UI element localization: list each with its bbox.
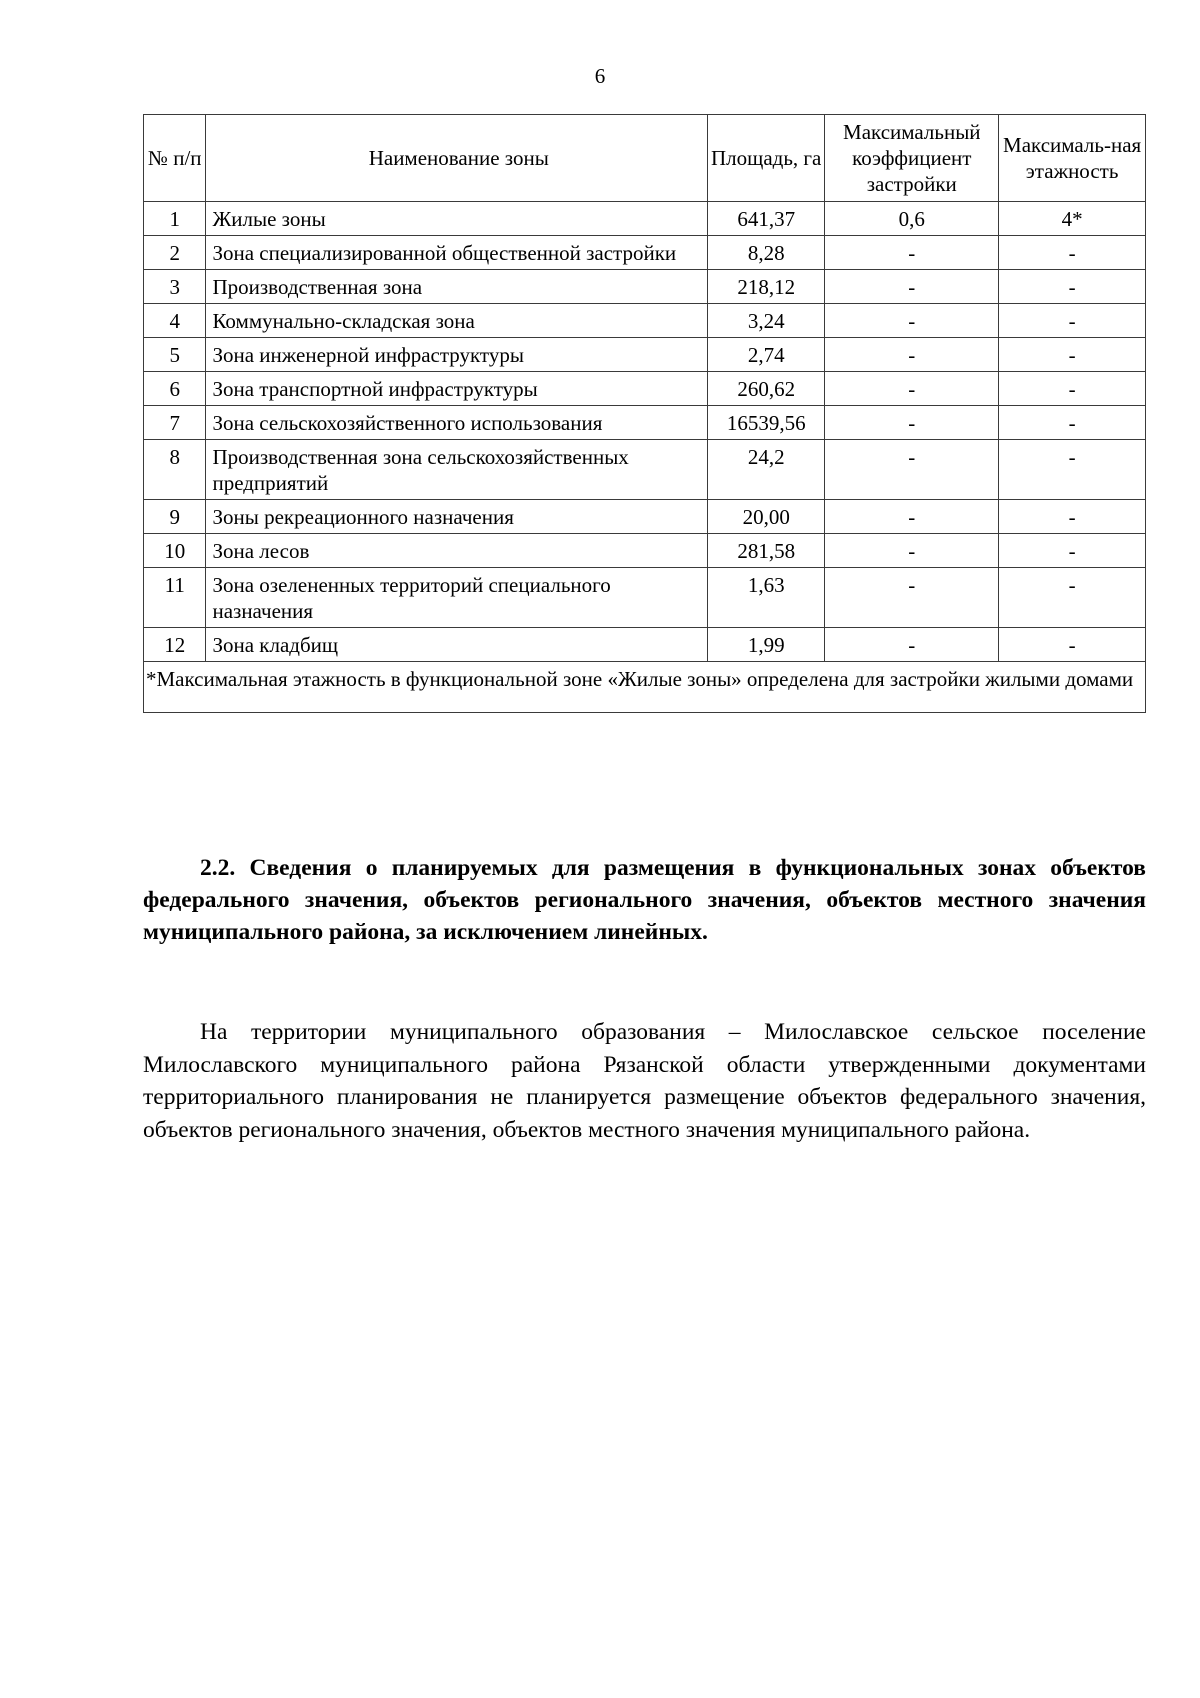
zones-table — [143, 114, 1146, 713]
cell-num: 8 — [144, 440, 206, 500]
cell-coef: 0,6 — [825, 202, 999, 236]
cell-area: 2,74 — [708, 338, 825, 372]
cell-name: Зона лесов — [206, 534, 708, 568]
table-row — [144, 534, 1146, 568]
table-row — [144, 202, 1146, 236]
cell-name: Зона инженерной инфраструктуры — [206, 338, 708, 372]
table-row — [144, 568, 1146, 628]
page-number: 6 — [594, 64, 606, 88]
cell-num: 2 — [144, 236, 206, 270]
cell-num: 4 — [144, 304, 206, 338]
cell-area: 16539,56 — [708, 406, 825, 440]
cell-floors: - — [999, 628, 1146, 662]
cell-name: Зона кладбищ — [206, 628, 708, 662]
cell-name: Зоны рекреационного назначения — [206, 500, 708, 534]
section-heading: 2.2. Сведения о планируемых для размещения в функциональных зонах объектов федерального значения, объектов регионального значения, объектов местного значения муниципального района, за исключением линейных. — [143, 855, 1146, 945]
cell-name: Зона озелененных территорий специального назначения — [206, 568, 708, 628]
cell-coef: - — [825, 440, 999, 500]
cell-floors: 4* — [999, 202, 1146, 236]
cell-name: Коммунально-складская зона — [206, 304, 708, 338]
cell-floors: - — [999, 372, 1146, 406]
cell-coef: - — [825, 628, 999, 662]
cell-coef: - — [825, 372, 999, 406]
table-row — [144, 440, 1146, 500]
cell-num: 6 — [144, 372, 206, 406]
table-row — [144, 406, 1146, 440]
section-paragraph: На территории муниципального образования – Милославское сельское поселение Милославского муниципального района Рязанской области утвержденными документами территориального планирования не планируется размещение объектов федерального значения, объектов регионального значения, объектов местного значения муниципального района. — [143, 1019, 1146, 1143]
header-num: № п/п — [144, 115, 206, 202]
table-row — [144, 372, 1146, 406]
table-header-row — [144, 115, 1146, 202]
cell-name: Зона сельскохозяйственного использования — [206, 406, 708, 440]
cell-floors: - — [999, 304, 1146, 338]
cell-coef: - — [825, 338, 999, 372]
cell-floors: - — [999, 440, 1146, 500]
cell-num: 3 — [144, 270, 206, 304]
table-row — [144, 304, 1146, 338]
table-row — [144, 236, 1146, 270]
cell-coef: - — [825, 500, 999, 534]
table-row — [144, 338, 1146, 372]
header-coef: Максимальный коэффициент застройки — [825, 115, 999, 202]
cell-name: Зона специализированной общественной застройки — [206, 236, 708, 270]
cell-coef: - — [825, 406, 999, 440]
cell-area: 281,58 — [708, 534, 825, 568]
cell-area: 8,28 — [708, 236, 825, 270]
cell-area: 260,62 — [708, 372, 825, 406]
cell-area: 24,2 — [708, 440, 825, 500]
cell-coef: - — [825, 534, 999, 568]
cell-area: 20,00 — [708, 500, 825, 534]
cell-floors: - — [999, 406, 1146, 440]
header-floors: Максималь-ная этажность — [999, 115, 1146, 202]
table-row — [144, 500, 1146, 534]
cell-num: 10 — [144, 534, 206, 568]
cell-area: 3,24 — [708, 304, 825, 338]
cell-area: 641,37 — [708, 202, 825, 236]
cell-floors: - — [999, 270, 1146, 304]
cell-floors: - — [999, 236, 1146, 270]
cell-coef: - — [825, 304, 999, 338]
cell-name: Жилые зоны — [206, 202, 708, 236]
cell-name: Производственная зона — [206, 270, 708, 304]
table-footnote: *Максимальная этажность в функциональной зоне «Жилые зоны» определена для застройки жилыми домами — [144, 662, 1146, 713]
cell-area: 1,99 — [708, 628, 825, 662]
cell-coef: - — [825, 270, 999, 304]
cell-name: Производственная зона сельскохозяйственных предприятий — [206, 440, 708, 500]
cell-num: 1 — [144, 202, 206, 236]
cell-area: 218,12 — [708, 270, 825, 304]
cell-floors: - — [999, 568, 1146, 628]
cell-num: 12 — [144, 628, 206, 662]
cell-num: 7 — [144, 406, 206, 440]
cell-area: 1,63 — [708, 568, 825, 628]
header-area: Площадь, га — [708, 115, 825, 202]
table-row — [144, 628, 1146, 662]
cell-num: 5 — [144, 338, 206, 372]
cell-floors: - — [999, 534, 1146, 568]
cell-num: 9 — [144, 500, 206, 534]
cell-coef: - — [825, 236, 999, 270]
cell-floors: - — [999, 500, 1146, 534]
cell-name: Зона транспортной инфраструктуры — [206, 372, 708, 406]
table-footnote-row — [144, 662, 1146, 713]
header-name: Наименование зоны — [206, 115, 708, 202]
cell-coef: - — [825, 568, 999, 628]
cell-floors: - — [999, 338, 1146, 372]
cell-num: 11 — [144, 568, 206, 628]
table-row — [144, 270, 1146, 304]
